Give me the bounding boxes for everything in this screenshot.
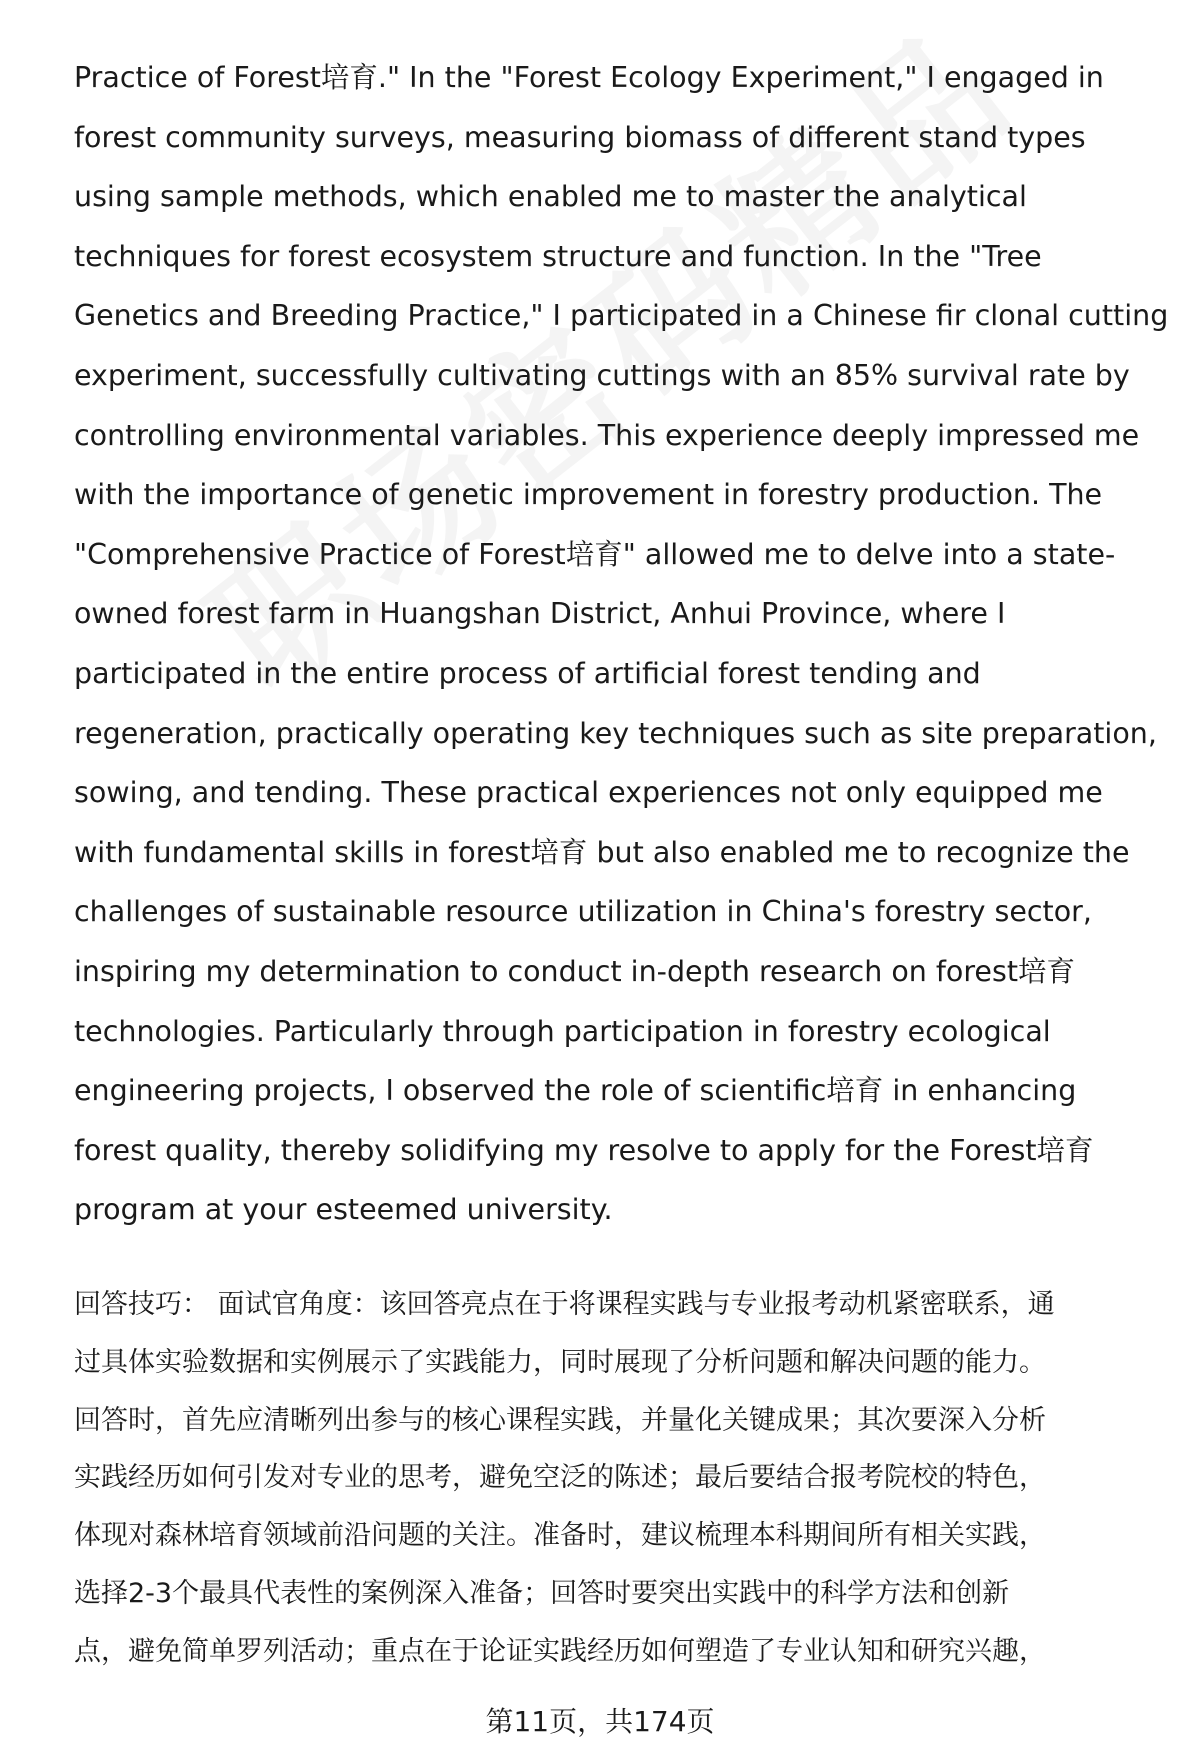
tips-line: 实践经历如何引发对专业的思考，避免空泛的陈述；最后要结合报考院校的特色， bbox=[74, 1462, 1046, 1494]
tips-line: 点，避免简单罗列活动；重点在于论证实践经历如何塑造了专业认知和研究兴趣， bbox=[74, 1635, 1046, 1667]
answer-tips-paragraph bbox=[74, 1276, 1164, 1681]
paragraph-line: regeneration, practically operating key techniques such as site preparation, bbox=[74, 716, 1157, 750]
paragraph-line: using sample methods, which enabled me to master the analytical bbox=[74, 180, 1027, 214]
paragraph-line: forest quality, thereby solidifying my resolve to apply for the Forest培育 bbox=[74, 1133, 1094, 1167]
english-answer-paragraph bbox=[74, 48, 1169, 1240]
page-number-footer: 第11页，共174页 bbox=[485, 1705, 715, 1738]
paragraph-line: program at your esteemed university. bbox=[74, 1193, 613, 1227]
paragraph-line: inspiring my determination to conduct in-depth research on forest培育 bbox=[74, 954, 1075, 988]
paragraph-line: with fundamental skills in forest培育 but also enabled me to recognize the bbox=[74, 835, 1130, 869]
tips-line: 回答技巧： 面试官角度：该回答亮点在于将课程实践与专业报考动机紧密联系，通 bbox=[74, 1289, 1055, 1320]
paragraph-line: technologies. Particularly through participation in forestry ecological bbox=[74, 1014, 1051, 1048]
paragraph-line: owned forest farm in Huangshan District, Anhui Province, where I bbox=[74, 597, 1006, 631]
paragraph-line: Practice of Forest培育." In the "Forest Ecology Experiment," I engaged in bbox=[74, 61, 1104, 94]
tips-line: 回答时，首先应清晰列出参与的核心课程实践，并量化关键成果；其次要深入分析 bbox=[74, 1404, 1046, 1436]
paragraph-line: controlling environmental variables. This experience deeply impressed me bbox=[74, 418, 1140, 452]
paragraph-line: engineering projects, I observed the role of scientific培育 in enhancing bbox=[74, 1074, 1077, 1108]
paragraph-line: "Comprehensive Practice of Forest培育" allowed me to delve into a state- bbox=[74, 537, 1116, 571]
paragraph-line: techniques for forest ecosystem structure and function. In the "Tree bbox=[74, 239, 1042, 273]
paragraph-line: sowing, and tending. These practical experiences not only equipped me bbox=[74, 776, 1103, 810]
paragraph-line: Genetics and Breeding Practice," I participated in a Chinese fir clonal cutting bbox=[74, 299, 1169, 333]
tips-line: 选择2-3个最具代表性的案例深入准备；回答时要突出实践中的科学方法和创新 bbox=[74, 1577, 1010, 1609]
tips-line: 过具体实验数据和实例展示了实践能力，同时展现了分析问题和解决问题的能力。 bbox=[74, 1346, 1046, 1378]
paragraph-line: challenges of sustainable resource utilization in China's forestry sector, bbox=[74, 895, 1092, 929]
paragraph-line: participated in the entire process of artificial forest tending and bbox=[74, 656, 981, 690]
paragraph-line: with the importance of genetic improvement in forestry production. The bbox=[74, 478, 1103, 512]
paragraph-line: experiment, successfully cultivating cuttings with an 85% survival rate by bbox=[74, 358, 1130, 392]
tips-line: 体现对森林培育领域前沿问题的关注。准备时，建议梳理本科期间所有相关实践， bbox=[74, 1520, 1046, 1552]
paragraph-line: forest community surveys, measuring biomass of different stand types bbox=[74, 120, 1086, 154]
